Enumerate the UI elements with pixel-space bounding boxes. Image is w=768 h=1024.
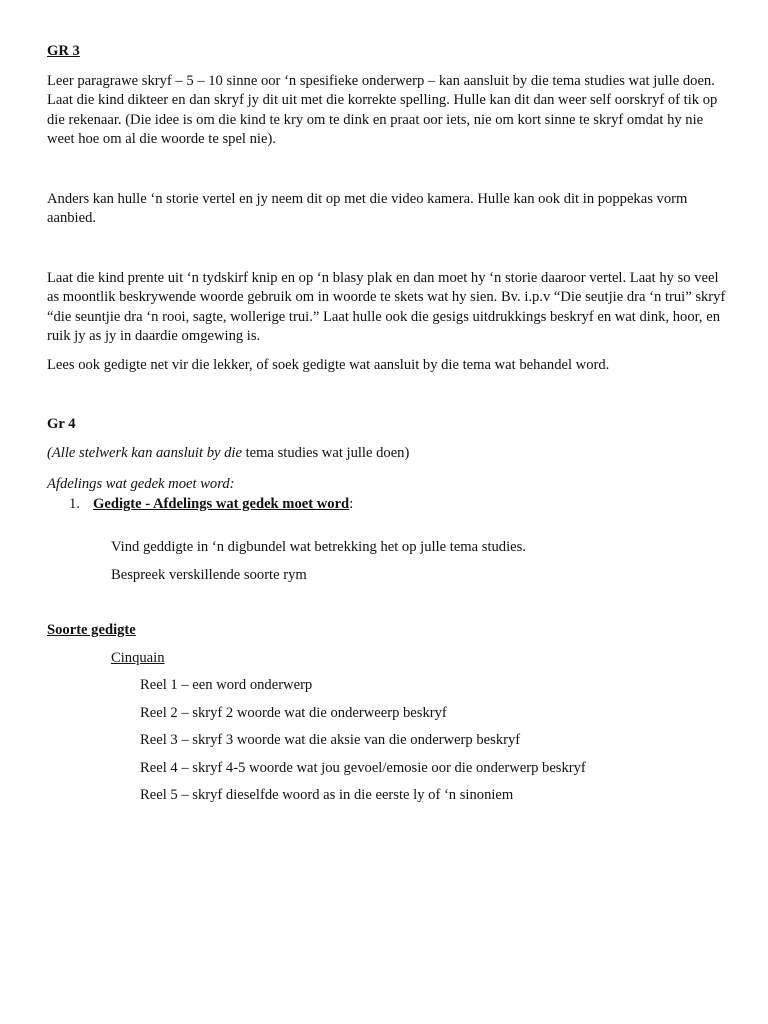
reel-line-2: Reel 2 – skryf 2 woorde wat die onderweerp beskryf xyxy=(140,704,447,721)
gr3-paragraph-4: Lees ook gedigte net vir die lekker, of soek gedigte wat aansluit by die tema wat behandel word. xyxy=(47,356,610,373)
list-item-colon: : xyxy=(349,495,354,512)
soorte-heading: Soorte gedigte xyxy=(47,622,136,638)
list-item-title-wrap xyxy=(93,495,353,515)
reel-line-4: Reel 4 – skryf 4-5 woorde wat jou gevoel/emosie oor die onderwerp beskryf xyxy=(140,759,586,776)
gr4-intro xyxy=(47,444,727,464)
reel-line-3: Reel 3 – skryf 3 woorde wat die aksie van die onderwerp beskryf xyxy=(140,732,521,748)
gr3-paragraph-1: Leer paragrawe skryf – 5 – 10 sinne oor ‘n spesifieke onderwerp – kan aansluit by die tema studies wat julle doen. Laat die kind dikteer en dan skryf jy dit uit met die korrekte spelling. Hulle kan dit dan weer self oorskryf of tik op die rekenaar. (Die idee is om die kind te kry om te dink en praat oor iets, nie om kort sinne te skryf omdat hy nie weet hoe om al die woorde te spel nie). xyxy=(47,72,718,147)
gr4-intro-rest: tema studies wat julle doen) xyxy=(241,444,410,461)
gr4-sub-line-1: Vind geddigte in ‘n digbundel wat betrekking het op julle tema studies. xyxy=(111,539,526,555)
gr4-heading: Gr 4 xyxy=(47,416,76,432)
reel-line-1: Reel 1 – een word onderwerp xyxy=(140,677,313,693)
gr4-section-label: Afdelings wat gedek moet word: xyxy=(47,476,235,492)
gr4-intro-italic: (Alle stelwerk kan aansluit by die xyxy=(47,444,242,461)
list-item-title: Gedigte - Afdelings wat gedek moet word xyxy=(93,495,350,512)
gr4-sub-line-2: Bespreek verskillende soorte rym xyxy=(111,566,307,583)
gr3-heading: GR 3 xyxy=(47,43,80,59)
gr3-paragraph-2: Anders kan hulle ‘n storie vertel en jy neem dit op met die video kamera. Hulle kan ook dit in poppekas vorm aanbied. xyxy=(47,190,688,226)
document-page xyxy=(47,42,727,806)
list-number: 1. xyxy=(69,495,80,512)
gr3-paragraph-3: Laat die kind prente uit ‘n tydskirf knip en op ‘n blasy plak en dan moet hy ‘n storie daaroor vertel. Laat hy so veel as moontlik beskrywende woorde gebruik om in woorde te skets wat hy sien. Bv. i.p.v “Die seutjie dra ‘n trui” skryf “die seuntjie dra ‘n rooi, sagte, wollerige trui.” Laat hulle ook die gesigs uitdrukkings beskryf en wat dink, hoor, en ruik jy as jy in daardie omgewing is. xyxy=(47,269,726,344)
gr4-list-item-1 xyxy=(69,495,727,515)
reel-line-5: Reel 5 – skryf dieselfde woord as in die eerste ly of ‘n sinoniem xyxy=(140,787,514,803)
cinquain-subheading: Cinquain xyxy=(111,649,165,666)
